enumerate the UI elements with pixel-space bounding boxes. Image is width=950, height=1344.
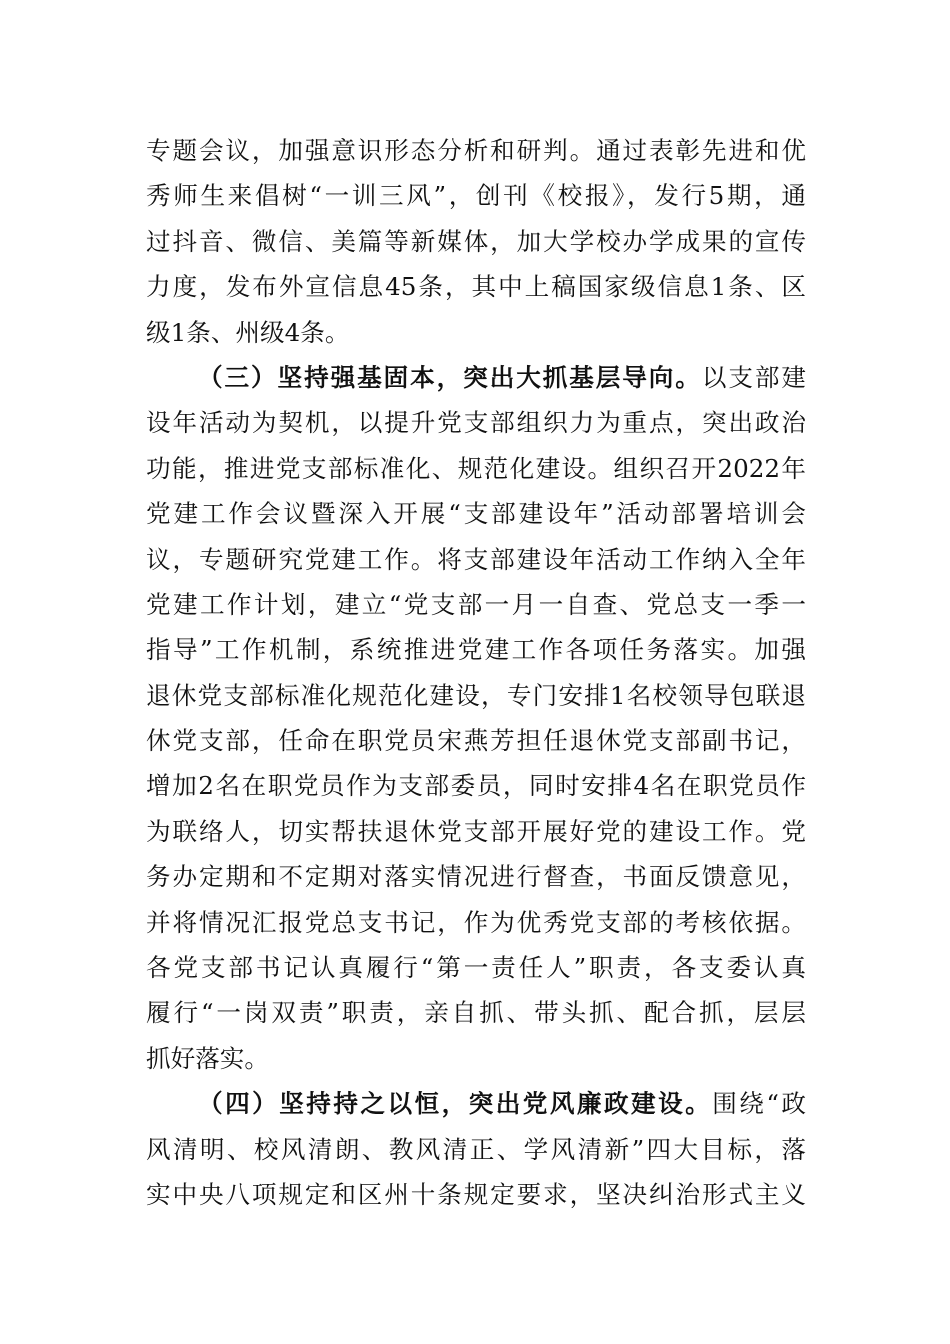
text-line: 设年活动为契机，以提升党支部组织力为重点，突出政治 (146, 408, 806, 438)
text-line: 退休党支部标准化规范化建设，专门安排1名校领导包联退 (146, 680, 806, 710)
text-run: 围绕“政 (712, 1089, 806, 1119)
text-line: 为联络人，切实帮扶退休党支部开展好党的建设工作。党 (146, 816, 806, 846)
text-line: 各党支部书记认真履行“第一责任人”职责，各支委认真 (146, 953, 806, 983)
text-line (146, 355, 806, 400)
text-line: 履行“一岗双责”职责，亲自抓、带头抓、配合抓，层层 (146, 998, 806, 1028)
text-line: 风清明、校风清朗、教风清正、学风清新”四大目标，落 (146, 1134, 806, 1164)
text-line: 党建工作计划，建立“党支部一月一自查、党总支一季一 (146, 589, 806, 619)
text-line: 休党支部，任命在职党员宋燕芳担任退休党支部副书记， (146, 726, 806, 756)
paragraph-1 (146, 128, 806, 355)
text-line: 秀师生来倡树“一训三风”，创刊《校报》，发行5期，通 (146, 181, 806, 211)
text-line: 增加2名在职党员作为支部委员，同时安排4名在职党员作 (146, 771, 806, 801)
text-line: 过抖音、微信、美篇等新媒体，加大学校办学成果的宣传 (146, 226, 806, 256)
text-line: 党建工作会议暨深入开展“支部建设年”活动部署培训会 (146, 499, 806, 529)
text-line: 并将情况汇报党总支书记，作为优秀党支部的考核依据。 (146, 907, 806, 937)
text-line: 专题会议，加强意识形态分析和研判。通过表彰先进和优 (146, 136, 806, 165)
text-line: 功能，推进党支部标准化、规范化建设。组织召开2022年 (146, 453, 806, 483)
text-line (146, 1081, 806, 1126)
paragraph-3 (146, 1081, 806, 1217)
text-line: 实中央八项规定和区州十条规定要求，坚决纠治形式主义 (146, 1179, 806, 1209)
text-line: 议，专题研究党建工作。将支部建设年活动工作纳入全年 (146, 544, 806, 574)
text-line: 力度，发布外宣信息45条，其中上稿国家级信息1条、区 (146, 272, 806, 302)
text-line: 级1条、州级4条。 (146, 317, 350, 347)
text-line: 抓好落实。 (146, 1043, 269, 1073)
text-run: 以支部建 (701, 362, 806, 392)
section-heading: （三）坚持强基固本，突出大抓基层导向。 (198, 362, 702, 392)
text-line: 务办定期和不定期对落实情况进行督查，书面反馈意见， (146, 862, 806, 892)
document-body (146, 128, 806, 1217)
text-line: 指导”工作机制，系统推进党建工作各项任务落实。加强 (146, 635, 806, 665)
paragraph-2 (146, 355, 806, 1081)
section-heading: （四）坚持持之以恒，突出党风廉政建设。 (198, 1089, 713, 1119)
